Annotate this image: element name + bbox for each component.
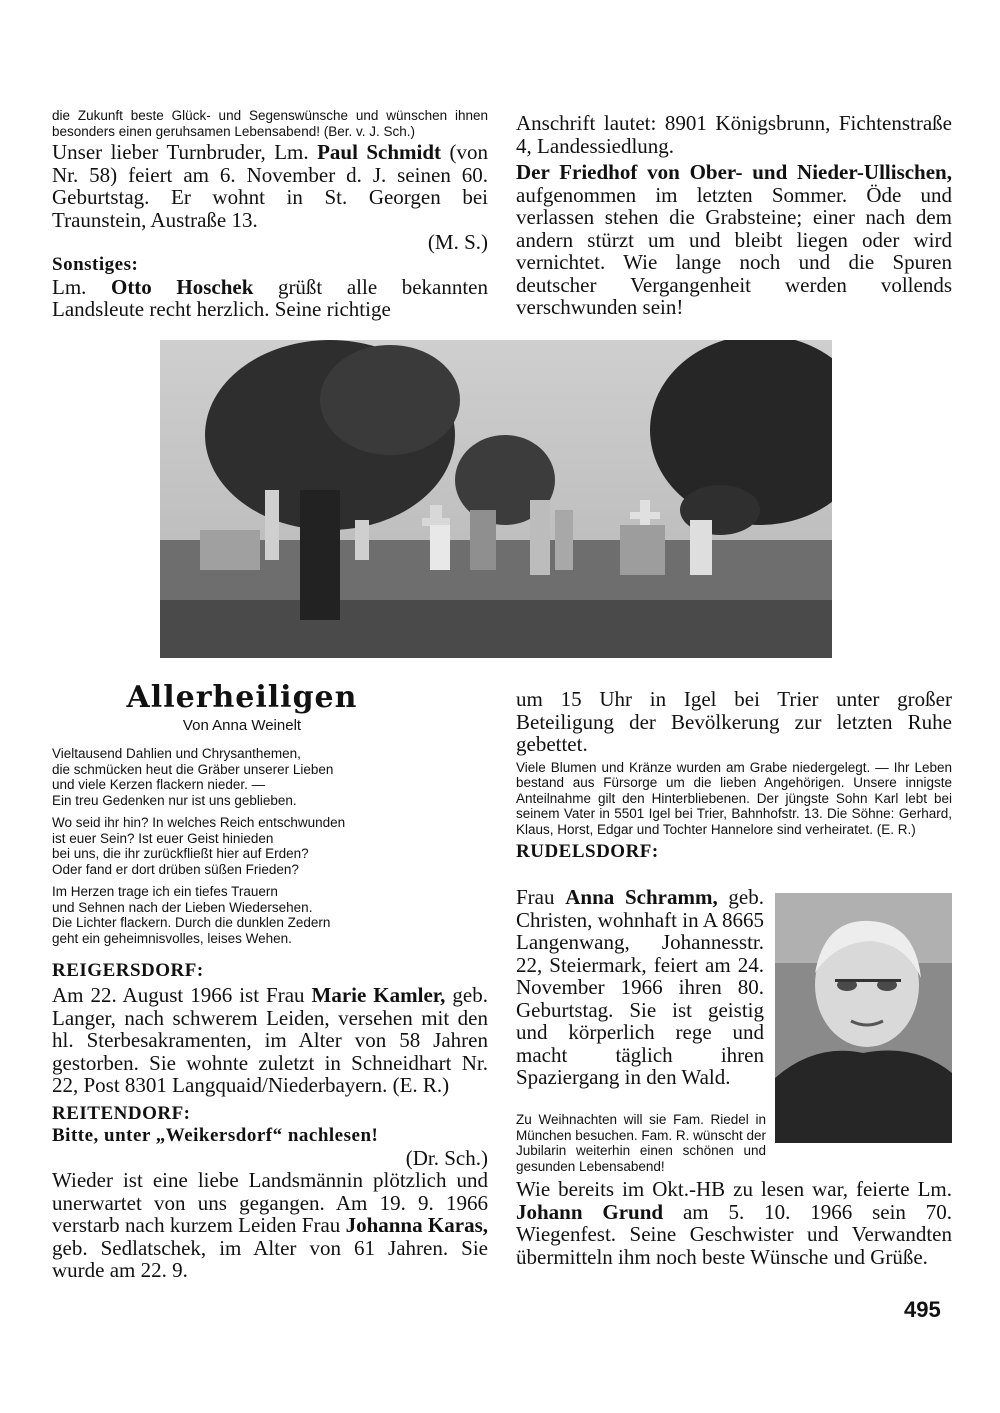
anna-schramm-portrait: [775, 893, 952, 1143]
poem-stanza-2: Wo seid ihr hin? In welches Reich entschwunden ist euer Sein? Ist euer Geist hinieden bei uns, die ihr zurückfließt hier auf Erden? Oder fand er dort drüben süßen Frieden?: [52, 815, 346, 877]
paul-schmidt-signature: (M. S.): [427, 230, 488, 254]
karas-paragraph: Wieder ist eine liebe Landsmännin plötzlich und unerwartet von uns gegangen. Am 19. 9. 1966 verstarb nach kurzem Leiden Frau Johanna Karas, geb. Sedlatschek, im Alter von 61 Jahren. Sie wurde am 22. 9.: [52, 1168, 488, 1282]
poem-title: Allerheiligen: [126, 680, 358, 715]
left-top-column: [52, 108, 488, 321]
poem-stanza-1: Vieltausend Dahlien und Chrysanthemen, die schmücken heut die Gräber unserer Lieben und viele Kerzen flackern nieder. — Ein treu Gedenken nur ist uns geblieben.: [52, 746, 334, 808]
schramm-visit-text: Zu Weihnachten will sie Fam. Riedel in München besuchen. Fam. R. wünscht der Jubilarin weiterhin einen schönen und gesunden Lebensabend!: [516, 1112, 766, 1174]
right-bottom-column: [516, 688, 952, 863]
anna-schramm-name: Anna Schramm,: [565, 885, 718, 909]
johann-grund-name: Johann Grund: [516, 1199, 664, 1224]
friedhof-heading: Der Friedhof von Ober- und Nieder-Ullischen,: [516, 160, 952, 184]
right-final-column: [516, 1112, 952, 1268]
burial-paragraph: um 15 Uhr in Igel bei Trier unter großer Beteiligung der Bevölkerung zur letzten Ruhe gebettet.: [516, 687, 952, 756]
condolence-text: Viele Blumen und Kränze wurden am Grabe niedergelegt. — Ihr Leben bestand aus Fürsorge um die lieben Angehörigen. Unsere innigste Anteilnahme gilt den Hinterbliebenen. Der jüngste Sohn Karl lebt bei seinem Vater in 5501 Igel bei Trier, Bahnhofstr. 13. Die Söhne: Gerhard, Klaus, Horst, Edgar und Tochter Hannelore sind verheiratet. (E. R.): [516, 759, 952, 837]
poem-stanza-3: Im Herzen trage ich ein tiefes Trauern und Sehnen nach der Lieben Wiedersehen. Die Lichter flackern. Durch die dunklen Zedern geht ein geheimnisvolles, leises Wehen.: [52, 884, 331, 946]
right-top-column: [516, 112, 952, 319]
otto-hoschek-name: Otto Hoschek: [110, 274, 254, 299]
reigersdorf-paragraph: Am 22. August 1966 ist Frau Marie Kamler, geb. Langer, nach schwerem Leiden, versehen mit den hl. Sterbesakramenten, im Alter von 58 Jahren gestorben. Sie wohnte zuletzt in Schneidhart Nr. 22, Post 8301 Langquaid/Niederbayern. (E. R.): [52, 983, 488, 1097]
portrait-illustration: [775, 893, 952, 1143]
page-number: 495: [904, 1297, 941, 1322]
schramm-text-block: [516, 886, 764, 1089]
cemetery-photo: [160, 340, 832, 658]
paul-schmidt-name: Paul Schmidt: [317, 140, 442, 164]
closing-wishes-text: die Zukunft beste Glück- und Segenswünsche und wünschen ihnen besonders einen geruhsamen Lebensabend! (Ber. v. J. Sch.): [52, 108, 488, 139]
left-bottom-column: [52, 960, 488, 1282]
schramm-paragraph: Frau Anna Schramm, geb. Christen, wohnhaft in A 8665 Langenwang, Johannesstr. 22, Steiermark, feiert am 24. November 1966 ihren 80. Geburtstag. Sie ist geistig und körperlich rege und macht täglich ihren Spaziergang in den Wald.: [516, 885, 764, 1089]
poem-block: [52, 680, 488, 953]
friedhof-paragraph: Der Friedhof von Ober- und Nieder-Ullischen, aufgenommen im letzten Sommer. Öde und verlassen stehen die Grabsteine; einer nach dem andern stürzt um und bleibt liegen oder wird vernichtet. Wie lange noch und die Spuren deutscher Vergangenheit werden vollends verschwunden sein!: [516, 160, 952, 319]
hoschek-paragraph: Lm. Otto Hoschek grüßt alle bekannten Landsleute recht herzlich. Seine richtige: [52, 274, 488, 321]
reitendorf-notice: Bitte, unter „Weikersdorf“ nachlesen!: [52, 1124, 379, 1146]
johanna-karas-name: Johanna Karas,: [345, 1213, 488, 1237]
sonstiges-heading: Sonstiges:: [52, 253, 139, 275]
reitendorf-signature: (Dr. Sch.): [405, 1145, 488, 1170]
reigersdorf-heading: REIGERSDORF:: [52, 960, 204, 981]
poem-body: [52, 746, 488, 946]
poem-author: Von Anna Weinelt: [182, 717, 302, 734]
marie-kamler-name: Marie Kamler,: [311, 983, 446, 1007]
paul-schmidt-paragraph: Unser lieber Turnbruder, Lm. Paul Schmidt (von Nr. 58) feiert am 6. November d. J. seinen 60. Geburtstag. Er wohnt in St. Georgen bei Traunstein, Austraße 13.: [52, 140, 488, 232]
reitendorf-heading: REITENDORF:: [52, 1102, 191, 1124]
cemetery-photo-illustration: [160, 340, 832, 658]
rudelsdorf-heading: RUDELSDORF:: [516, 841, 659, 862]
grund-paragraph: Wie bereits im Okt.-HB zu lesen war, feierte Lm. Johann Grund am 5. 10. 1966 sein 70. Wiegenfest. Seine Geschwister und Verwandten übermitteln ihm noch beste Wünsche und Grüße.: [516, 1177, 953, 1269]
address-paragraph: Anschrift lautet: 8901 Königsbrunn, Fichtenstraße 4, Landessiedlung.: [516, 111, 952, 158]
